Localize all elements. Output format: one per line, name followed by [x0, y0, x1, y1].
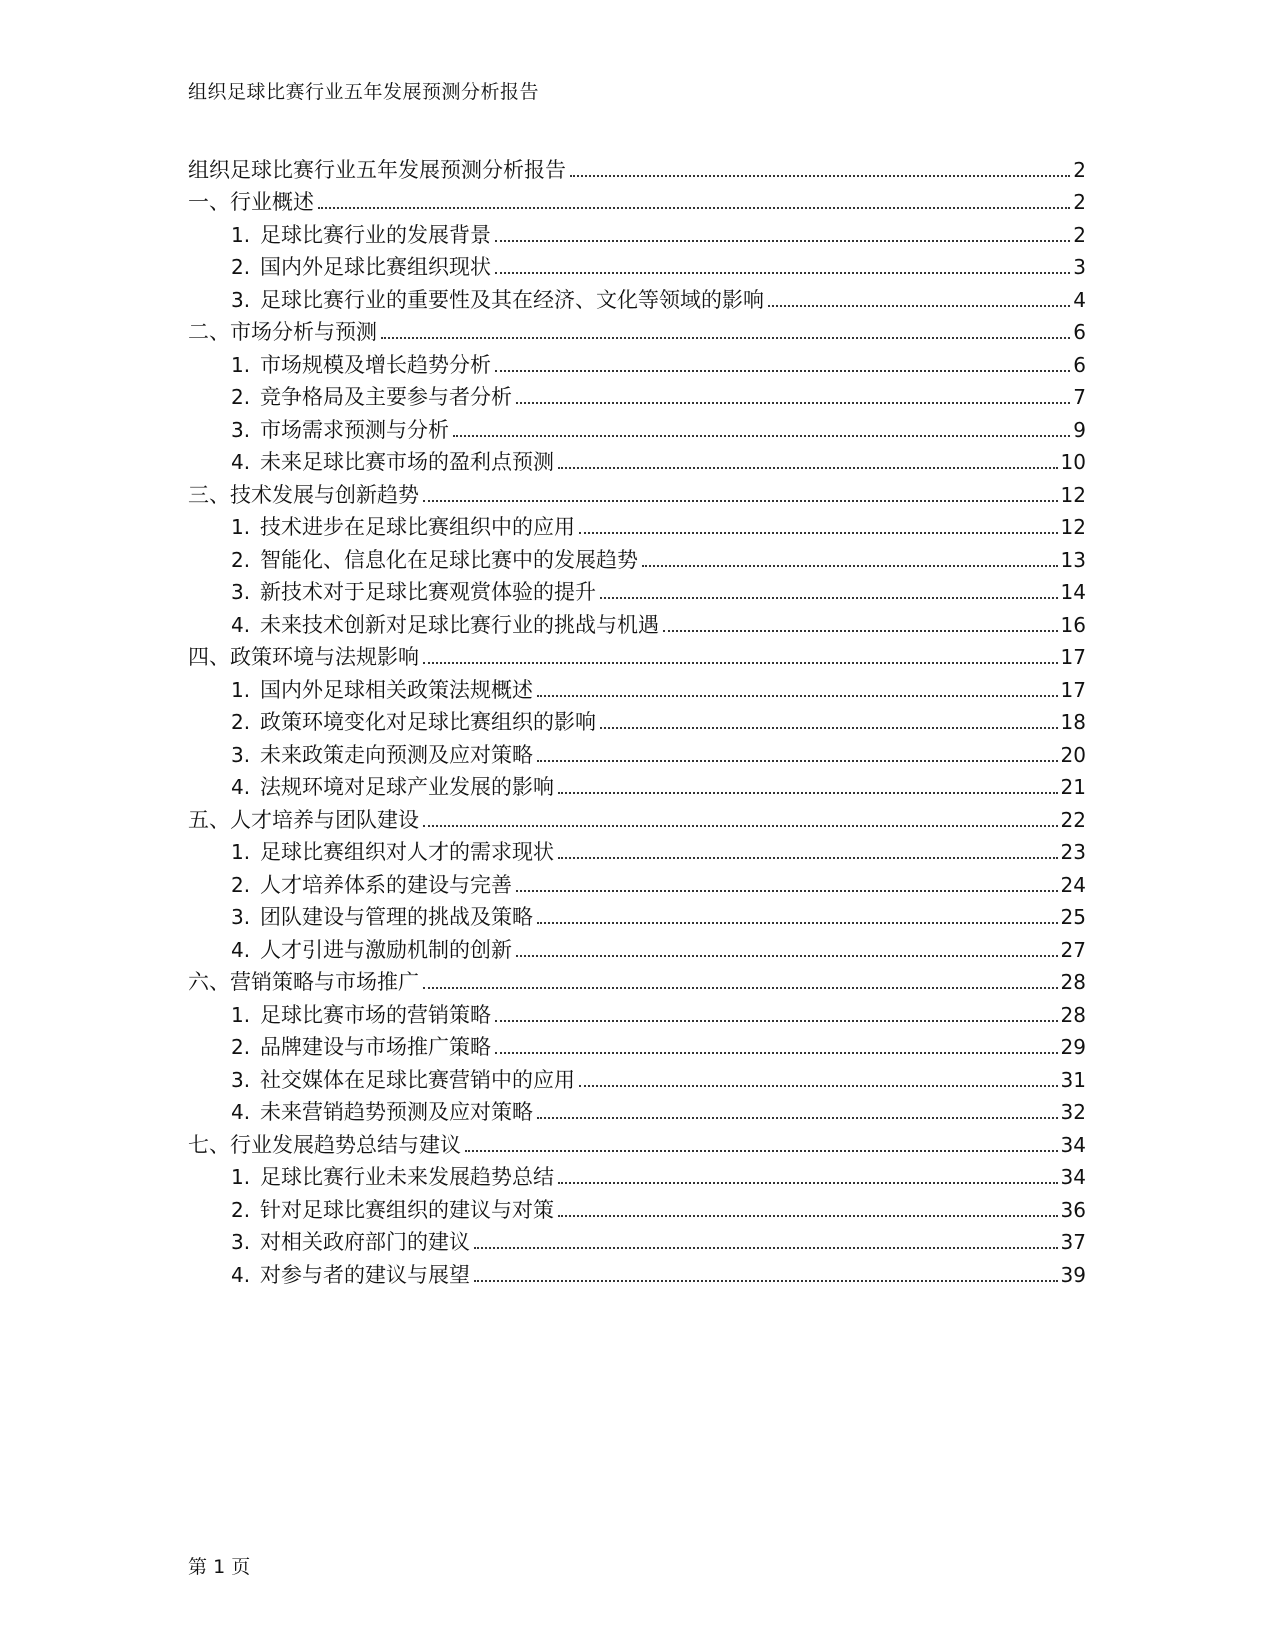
toc-dot-leader [768, 305, 1070, 307]
toc-entry-label: 五、人才培养与团队建设 [188, 807, 419, 832]
toc-entry-number: 3. [231, 742, 251, 767]
toc-entry-label: 国内外足球比赛组织现状 [260, 255, 491, 279]
toc-entry-number: 2. [231, 1197, 251, 1222]
toc-entry[interactable] [188, 1125, 1086, 1158]
toc-entry[interactable] [188, 573, 1086, 606]
toc-entry-page: 10 [1060, 450, 1086, 474]
toc-entry[interactable] [188, 703, 1086, 736]
toc-entry-label: 未来营销趋势预测及应对策略 [260, 1100, 533, 1124]
toc-dot-leader [474, 1247, 1058, 1249]
toc-entry-page: 7 [1073, 385, 1086, 409]
toc-dot-leader [474, 1280, 1058, 1282]
toc-dot-leader [495, 272, 1070, 274]
toc-entry-number: 3. [231, 417, 251, 442]
toc-entry[interactable] [188, 248, 1086, 281]
toc-entry-number: 2. [231, 1035, 251, 1059]
toc-dot-leader [516, 402, 1070, 404]
footer-page-number: 1 [213, 1556, 226, 1578]
table-of-contents [188, 150, 1086, 1288]
toc-entry-number: 1. [231, 515, 251, 539]
toc-entry-page: 22 [1060, 807, 1086, 832]
toc-entry-number: 1. [231, 1002, 251, 1027]
toc-entry-label: 团队建设与管理的挑战及策略 [260, 905, 533, 929]
toc-dot-leader [423, 662, 1058, 664]
toc-entry-page: 34 [1060, 1132, 1086, 1157]
toc-entry[interactable] [188, 1158, 1086, 1191]
toc-entry[interactable] [188, 605, 1086, 638]
toc-dot-leader [558, 857, 1058, 859]
toc-entry-page: 34 [1060, 1165, 1086, 1189]
toc-entry[interactable] [188, 475, 1086, 508]
toc-entry-number: 2. [231, 872, 251, 897]
toc-entry-number: 1. [231, 677, 251, 702]
toc-entry-page: 32 [1060, 1100, 1086, 1124]
toc-entry[interactable] [188, 280, 1086, 313]
toc-entry-label: 二、市场分析与预测 [188, 320, 377, 344]
toc-entry[interactable] [188, 670, 1086, 703]
toc-entry-label: 足球比赛市场的营销策略 [260, 1002, 491, 1027]
toc-dot-leader [423, 500, 1058, 502]
toc-entry-page: 9 [1073, 417, 1086, 442]
toc-dot-leader [516, 890, 1058, 892]
toc-entry-number: 4. [231, 775, 251, 799]
toc-entry[interactable] [188, 1190, 1086, 1223]
toc-entry-label: 六、营销策略与市场推广 [188, 970, 419, 994]
toc-entry[interactable] [188, 183, 1086, 216]
toc-dot-leader [579, 1085, 1058, 1087]
toc-entry-label: 足球比赛行业未来发展趋势总结 [260, 1165, 554, 1189]
toc-dot-leader [465, 1150, 1058, 1152]
toc-entry-label: 三、技术发展与创新趋势 [188, 482, 419, 507]
toc-entry-page: 17 [1060, 677, 1086, 702]
toc-entry[interactable] [188, 1255, 1086, 1288]
toc-entry[interactable] [188, 540, 1086, 573]
toc-entry-label: 新技术对于足球比赛观赏体验的提升 [260, 580, 596, 604]
toc-entry-label: 市场规模及增长趋势分析 [260, 352, 491, 377]
toc-entry-page: 23 [1060, 840, 1086, 864]
toc-entry[interactable] [188, 800, 1086, 833]
toc-entry-label: 政策环境变化对足球比赛组织的影响 [260, 710, 596, 734]
toc-entry-number: 1. [231, 352, 251, 377]
toc-entry-number: 3. [231, 1067, 251, 1092]
toc-dot-leader [537, 760, 1058, 762]
toc-entry-number: 1. [231, 840, 251, 864]
toc-entry-page: 28 [1060, 970, 1086, 994]
toc-entry-number: 3. [231, 905, 251, 929]
toc-entry[interactable] [188, 865, 1086, 898]
toc-entry-label: 七、行业发展趋势总结与建议 [188, 1132, 461, 1157]
toc-entry[interactable] [188, 150, 1086, 183]
toc-entry-label: 未来足球比赛市场的盈利点预测 [260, 450, 554, 474]
toc-entry-label: 竞争格局及主要参与者分析 [260, 385, 512, 409]
toc-entry-label: 组织足球比赛行业五年发展预测分析报告 [188, 157, 566, 182]
toc-entry-label: 足球比赛行业的重要性及其在经济、文化等领域的影响 [260, 287, 764, 312]
running-header: 组织足球比赛行业五年发展预测分析报告 [188, 81, 540, 103]
toc-entry[interactable] [188, 995, 1086, 1028]
toc-entry-page: 31 [1060, 1067, 1086, 1092]
toc-entry[interactable] [188, 963, 1086, 996]
toc-dot-leader [495, 370, 1070, 372]
toc-entry-page: 12 [1060, 515, 1086, 539]
toc-entry-number: 4. [231, 1262, 251, 1287]
toc-entry[interactable] [188, 898, 1086, 931]
toc-entry[interactable] [188, 833, 1086, 866]
toc-dot-leader [558, 1182, 1058, 1184]
toc-entry-label: 社交媒体在足球比赛营销中的应用 [260, 1067, 575, 1092]
toc-entry-label: 人才培养体系的建设与完善 [260, 872, 512, 897]
toc-entry-page: 39 [1060, 1262, 1086, 1287]
toc-entry[interactable] [188, 1093, 1086, 1126]
toc-entry[interactable] [188, 345, 1086, 378]
toc-entry-page: 25 [1060, 905, 1086, 929]
toc-entry-label: 未来技术创新对足球比赛行业的挑战与机遇 [260, 612, 659, 637]
toc-entry-number: 2. [231, 547, 251, 572]
toc-entry[interactable] [188, 768, 1086, 801]
toc-dot-leader [558, 792, 1058, 794]
toc-entry-label: 针对足球比赛组织的建议与对策 [260, 1197, 554, 1222]
toc-entry-page: 3 [1073, 255, 1086, 279]
footer-suffix: 页 [231, 1556, 251, 1578]
toc-entry-page: 36 [1060, 1197, 1086, 1222]
toc-entry-number: 3. [231, 287, 251, 312]
toc-entry-page: 28 [1060, 1002, 1086, 1027]
toc-entry[interactable] [188, 410, 1086, 443]
toc-entry[interactable] [188, 378, 1086, 411]
toc-entry-label: 对相关政府部门的建议 [260, 1230, 470, 1254]
toc-entry-number: 3. [231, 1230, 251, 1254]
toc-dot-leader [558, 1215, 1058, 1217]
toc-entry-number: 4. [231, 450, 251, 474]
page-footer [188, 1552, 250, 1579]
toc-dot-leader [423, 825, 1058, 827]
toc-dot-leader [558, 467, 1058, 469]
toc-entry-label: 未来政策走向预测及应对策略 [260, 742, 533, 767]
toc-entry-page: 16 [1060, 612, 1086, 637]
toc-entry-label: 国内外足球相关政策法规概述 [260, 677, 533, 702]
toc-dot-leader [663, 630, 1058, 632]
toc-dot-leader [495, 240, 1070, 242]
toc-entry-label: 一、行业概述 [188, 190, 314, 214]
toc-dot-leader [537, 922, 1058, 924]
toc-entry-page: 12 [1060, 482, 1086, 507]
toc-entry-page: 18 [1060, 710, 1086, 734]
toc-entry-number: 2. [231, 385, 251, 409]
toc-entry[interactable] [188, 215, 1086, 248]
toc-entry-label: 市场需求预测与分析 [260, 417, 449, 442]
toc-dot-leader [537, 695, 1058, 697]
toc-entry-number: 2. [231, 710, 251, 734]
toc-entry-number: 4. [231, 937, 251, 962]
toc-entry[interactable] [188, 443, 1086, 476]
toc-dot-leader [600, 727, 1058, 729]
toc-dot-leader [600, 597, 1058, 599]
toc-dot-leader [570, 175, 1070, 177]
toc-entry-label: 技术进步在足球比赛组织中的应用 [260, 515, 575, 539]
footer-prefix: 第 [188, 1556, 208, 1578]
toc-entry-page: 37 [1060, 1230, 1086, 1254]
toc-dot-leader [579, 532, 1058, 534]
toc-entry[interactable] [188, 1223, 1086, 1256]
toc-dot-leader [453, 435, 1070, 437]
toc-entry-label: 足球比赛行业的发展背景 [260, 222, 491, 247]
toc-entry-label: 对参与者的建议与展望 [260, 1262, 470, 1287]
toc-entry-page: 17 [1060, 645, 1086, 669]
toc-entry-label: 智能化、信息化在足球比赛中的发展趋势 [260, 547, 638, 572]
toc-dot-leader [381, 337, 1070, 339]
toc-entry-page: 24 [1060, 872, 1086, 897]
toc-entry-page: 13 [1060, 547, 1086, 572]
toc-entry[interactable] [188, 735, 1086, 768]
toc-dot-leader [495, 1020, 1058, 1022]
toc-entry-page: 21 [1060, 775, 1086, 799]
toc-entry-number: 4. [231, 1100, 251, 1124]
toc-entry-page: 29 [1060, 1035, 1086, 1059]
toc-entry[interactable] [188, 508, 1086, 541]
toc-entry-number: 2. [231, 255, 251, 279]
toc-entry[interactable] [188, 930, 1086, 963]
toc-dot-leader [537, 1117, 1058, 1119]
toc-entry-page: 2 [1073, 222, 1086, 247]
toc-entry-number: 1. [231, 222, 251, 247]
toc-entry-number: 1. [231, 1165, 251, 1189]
toc-dot-leader [642, 565, 1058, 567]
toc-entry[interactable] [188, 313, 1086, 346]
toc-dot-leader [318, 207, 1070, 209]
toc-entry-label: 足球比赛组织对人才的需求现状 [260, 840, 554, 864]
toc-entry-page: 27 [1060, 937, 1086, 962]
toc-entry-page: 20 [1060, 742, 1086, 767]
toc-entry-label: 法规环境对足球产业发展的影响 [260, 775, 554, 799]
toc-entry-label: 人才引进与激励机制的创新 [260, 937, 512, 962]
toc-entry-label: 品牌建设与市场推广策略 [260, 1035, 491, 1059]
toc-entry[interactable] [188, 1028, 1086, 1061]
toc-entry-number: 4. [231, 612, 251, 637]
toc-entry-page: 4 [1073, 287, 1086, 312]
toc-entry-page: 2 [1073, 190, 1086, 214]
toc-dot-leader [495, 1052, 1058, 1054]
toc-entry-page: 14 [1060, 580, 1086, 604]
toc-dot-leader [516, 955, 1058, 957]
toc-entry-page: 2 [1073, 157, 1086, 182]
toc-dot-leader [423, 987, 1058, 989]
toc-entry-page: 6 [1073, 352, 1086, 377]
toc-entry[interactable] [188, 1060, 1086, 1093]
toc-entry[interactable] [188, 638, 1086, 671]
toc-entry-number: 3. [231, 580, 251, 604]
toc-entry-page: 6 [1073, 320, 1086, 344]
toc-entry-label: 四、政策环境与法规影响 [188, 645, 419, 669]
